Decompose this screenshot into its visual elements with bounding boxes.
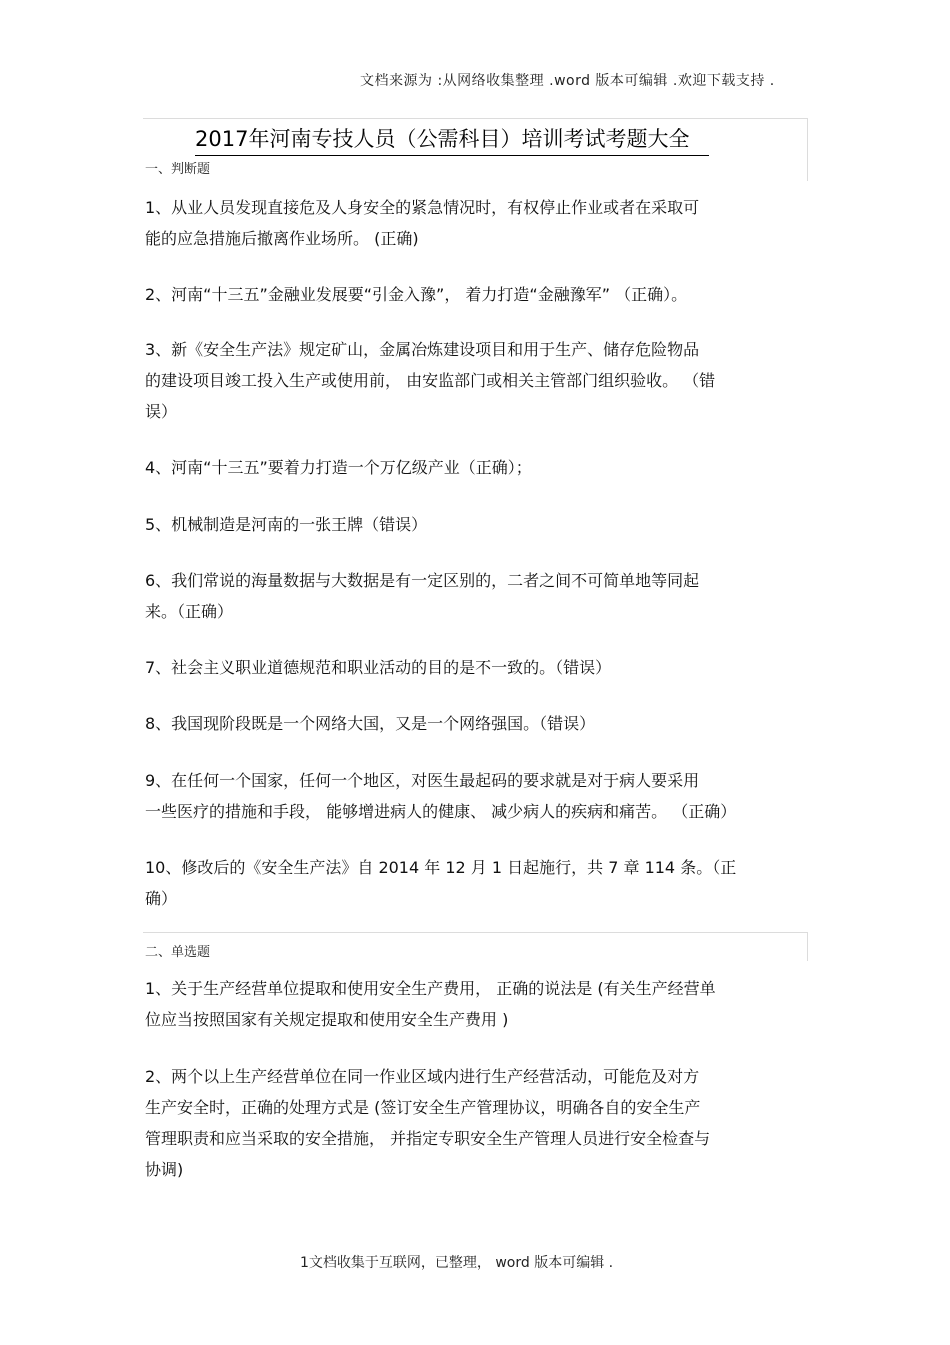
source-note-header: 文档来源为 :从网络收集整理 .word 版本可编辑 .欢迎下载支持 . — [360, 73, 775, 89]
section-divider — [143, 932, 808, 961]
title-frame — [143, 118, 808, 181]
question-item: 2、河南“十三五”金融业发展要“引金入豫”， 着力打造“金融豫军” （正确）。 — [145, 285, 688, 304]
question-item: 8、我国现阶段既是一个网络大国，又是一个网络强国。（错误） — [145, 714, 596, 733]
question-item: 7、社会主义职业道德规范和职业活动的目的是不一致的。（错误） — [145, 658, 612, 677]
question-item: 9、在任何一个国家，任何一个地区，对医生最起码的要求就是对于病人要采用 一些医疗的措施和手段， 能够增进病人的健康、 减少病人的疾病和痛苦。 （正确） — [145, 771, 737, 821]
document-title: 2017年河南专技人员（公需科目）培训考试考题大全 — [195, 123, 709, 156]
question-item: 1、从业人员发现直接危及人身安全的紧急情况时，有权停止作业或者在采取可 能的应急措施后撤离作业场所。 (正确) — [145, 198, 700, 248]
question-item: 5、机械制造是河南的一张王牌（错误） — [145, 515, 428, 534]
section-label-true-false: 一、判断题 — [145, 162, 211, 177]
source-note-footer: 1文档收集于互联网，已整理， word 版本可编辑 . — [300, 1255, 614, 1271]
question-item: 10、修改后的《安全生产法》自 2014 年 12 月 1 日起施行，共 7 章 114 条。（正 确） — [145, 858, 737, 908]
section-label-single-choice: 二、单选题 — [145, 945, 211, 960]
question-item: 4、河南“十三五”要着力打造一个万亿级产业（正确）； — [145, 458, 532, 477]
question-item: 2、两个以上生产经营单位在同一作业区域内进行生产经营活动，可能危及对方 生产安全时，正确的处理方式是 (签订安全生产管理协议，明确各自的安全生产 管理职责和应当采取的安全措施， 并指定专职安全生产管理人员进行安全检查与 协调) — [145, 1067, 711, 1179]
question-item: 1、关于生产经营单位提取和使用安全生产费用， 正确的说法是 (有关生产经营单 位应当按照国家有关规定提取和使用安全生产费用 ) — [145, 979, 716, 1029]
question-item: 6、我们常说的海量数据与大数据是有一定区别的，二者之间不可简单地等同起 来。（正确） — [145, 571, 700, 621]
question-item: 3、新《安全生产法》规定矿山，金属冶炼建设项目和用于生产、储存危险物品 的建设项目竣工投入生产或使用前， 由安监部门或相关主管部门组织验收。 （错 误） — [145, 340, 716, 421]
